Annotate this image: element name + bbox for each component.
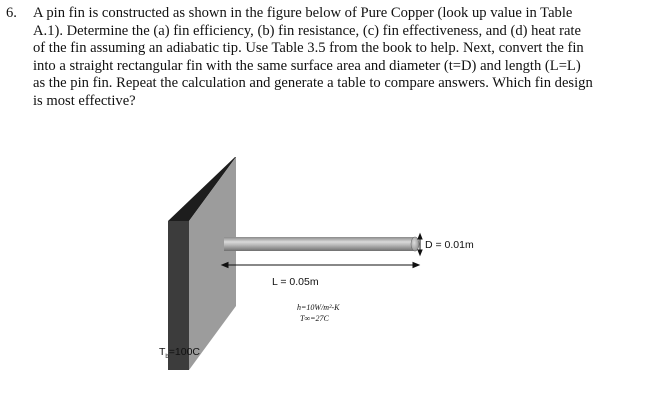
problem-line-6: is most effective? xyxy=(33,92,136,109)
problem-line-2: A.1). Determine the (a) fin efficiency, (b) fin resistance, (c) fin effectiveness, and (d) heat rate xyxy=(33,22,581,39)
length-dimension-arrow xyxy=(222,263,419,268)
base-temperature-label: $T_b=100C$ xyxy=(159,346,200,360)
diameter-label: D = 0.01m xyxy=(425,239,474,251)
problem-line-5: as the pin fin. Repeat the calculation and generate a table to compare answers. Which fin design xyxy=(33,75,593,92)
pin-fin-body xyxy=(224,237,415,251)
ambient-temperature-label: T∞=27C xyxy=(300,314,329,323)
problem-line-1: A pin fin is constructed as shown in the figure below of Pure Copper (look up value in Table xyxy=(33,5,573,21)
problem-line-3: of the fin assuming an adiabatic tip. Use Table 3.5 from the book to help. Next, convert the fin xyxy=(33,40,584,57)
problem-number: 6. xyxy=(6,5,17,21)
problem-line-4: into a straight rectangular fin with the same surface area and diameter (t=D) and length (L=L) xyxy=(33,57,581,74)
convection-coefficient-label: h=10W/m²-K xyxy=(297,303,340,312)
length-label: L = 0.05m xyxy=(272,276,319,288)
